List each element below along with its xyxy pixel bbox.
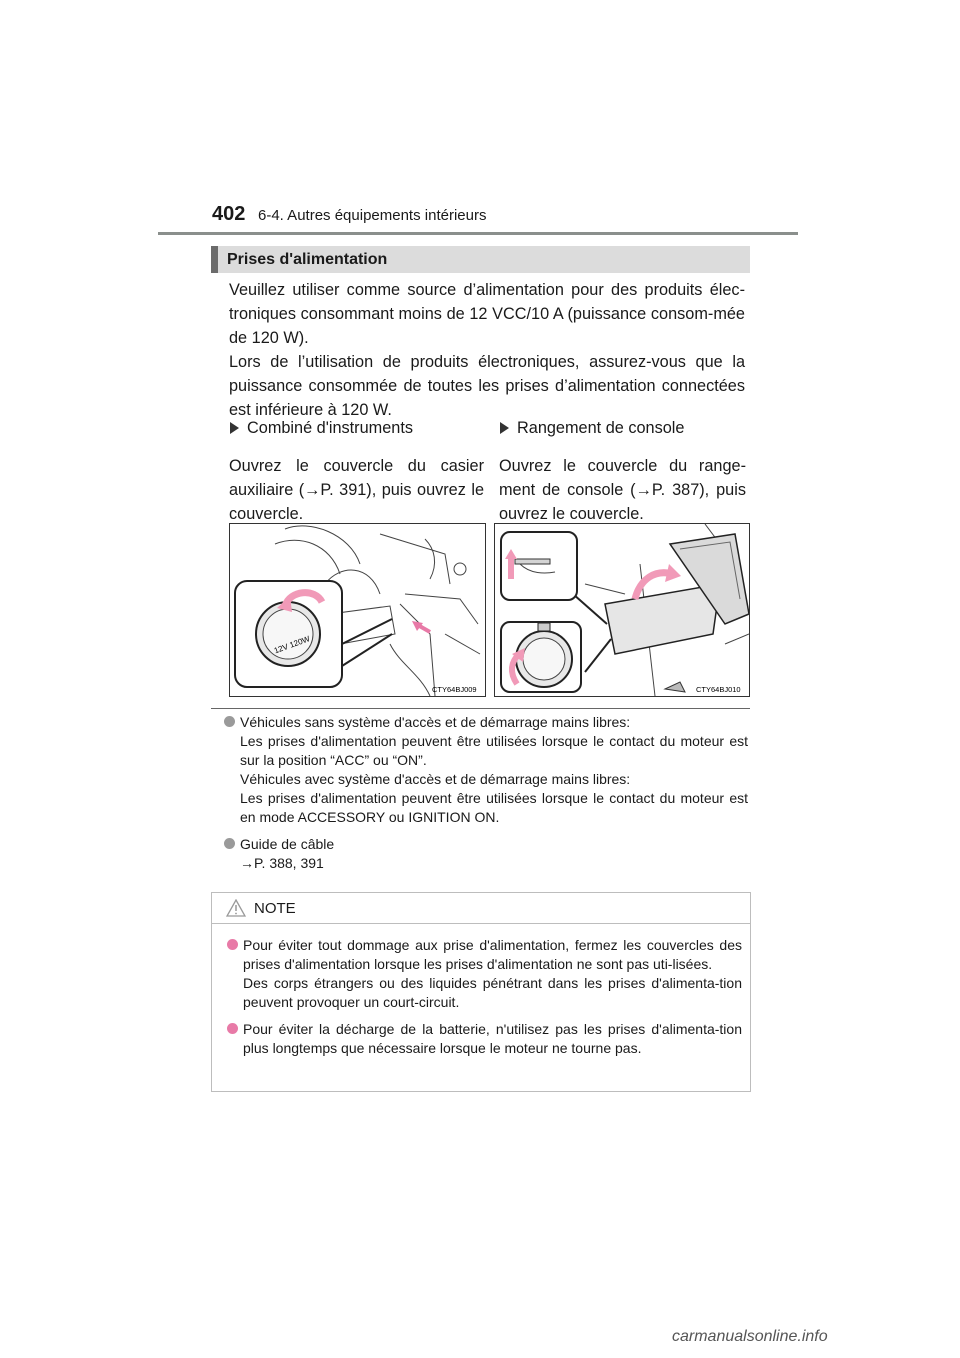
figure-instrument-outlet — [229, 523, 486, 697]
column-console-box — [499, 416, 746, 526]
note-box-text: Pour éviter tout dommage aux prise d'alimentation, fermez les couvercles des prises d'alimentation lorsque les prises d'alimentation ne sont pas uti-lisées. — [243, 937, 742, 972]
bullet-icon — [224, 716, 235, 727]
column-body: Ouvrez le couvercle du casier auxiliaire (→P. 391), puis ouvrez le couvercle. — [229, 457, 484, 523]
column-heading-text: Rangement de console — [517, 418, 685, 437]
page-number: 402 — [212, 203, 246, 225]
header-rule — [158, 232, 798, 235]
note-line: Guide de câble — [240, 836, 335, 852]
note-box — [211, 892, 751, 1092]
column-body: Ouvrez le couvercle du range-ment de console (→P. 387), puis ouvrez le couvercle. — [499, 457, 746, 523]
section-reference: 6-4. Autres équipements intérieurs — [258, 207, 487, 224]
note-line: Les prises d'alimentation peuvent être utilisées lorsque le contact du moteur est sur la position “ACC” ou “ON”. — [240, 733, 748, 768]
note-item — [224, 713, 748, 827]
note-line: Véhicules sans système d'accès et de démarrage mains libres: — [240, 714, 631, 730]
column-heading — [499, 416, 746, 440]
note-box-list — [212, 924, 750, 1058]
console-outlet-illustration-icon — [495, 524, 749, 696]
note-box-item — [227, 936, 742, 1012]
triangle-bullet-icon — [230, 422, 239, 434]
socket-text: 12V 120W — [272, 634, 312, 656]
bullet-icon — [227, 939, 238, 950]
section-title: Prises d'alimentation — [227, 251, 388, 268]
bullet-icon — [227, 1023, 238, 1034]
power-outlet-illustration-icon — [230, 524, 485, 696]
notes-list — [224, 713, 748, 873]
warning-icon — [226, 899, 246, 917]
section-title-bar — [211, 246, 750, 273]
divider — [211, 708, 750, 709]
triangle-bullet-icon — [500, 422, 509, 434]
note-header — [212, 893, 750, 924]
column-heading-text: Combiné d'instruments — [247, 418, 413, 437]
intro-text — [229, 278, 745, 422]
note-line: Les prises d'alimentation peuvent être utilisées lorsque le contact du moteur est en mode ACCESSORY ou IGNITION ON. — [240, 790, 748, 825]
intro-paragraph-1: Veuillez utiliser comme source d’alimentation pour des produits élec-troniques consommant moins de 12 VCC/10 A (puissance consom-mée de 120 W). — [229, 281, 745, 347]
column-instrument-cluster — [229, 416, 484, 526]
note-heading: NOTE — [254, 899, 296, 917]
watermark: carmanualsonline.info — [672, 1328, 828, 1345]
note-item — [224, 835, 748, 873]
figure-code: CTY64BJ010 — [696, 685, 741, 694]
bullet-icon — [224, 838, 235, 849]
note-line: Véhicules avec système d'accès et de démarrage mains libres: — [240, 771, 631, 787]
note-box-text: Des corps étrangers ou des liquides pénétrant dans les prises d'alimenta-tion peuvent provoquer un court-circuit. — [243, 975, 742, 1010]
note-box-text: Pour éviter la décharge de la batterie, n'utilisez pas les prises d'alimenta-tion plus longtemps que nécessaire lorsque le moteur ne tourne pas. — [243, 1021, 742, 1056]
note-box-item — [227, 1020, 742, 1058]
note-line: →P. 388, 391 — [240, 855, 324, 871]
figure-console-outlet — [494, 523, 750, 697]
figure-code: CTY64BJ009 — [432, 685, 477, 694]
column-heading — [229, 416, 484, 440]
intro-paragraph-2: Lors de l’utilisation de produits électroniques, assurez-vous que la puissance consommée de toutes les prises d’alimentation connectées est inférieure à 120 W. — [229, 353, 745, 419]
